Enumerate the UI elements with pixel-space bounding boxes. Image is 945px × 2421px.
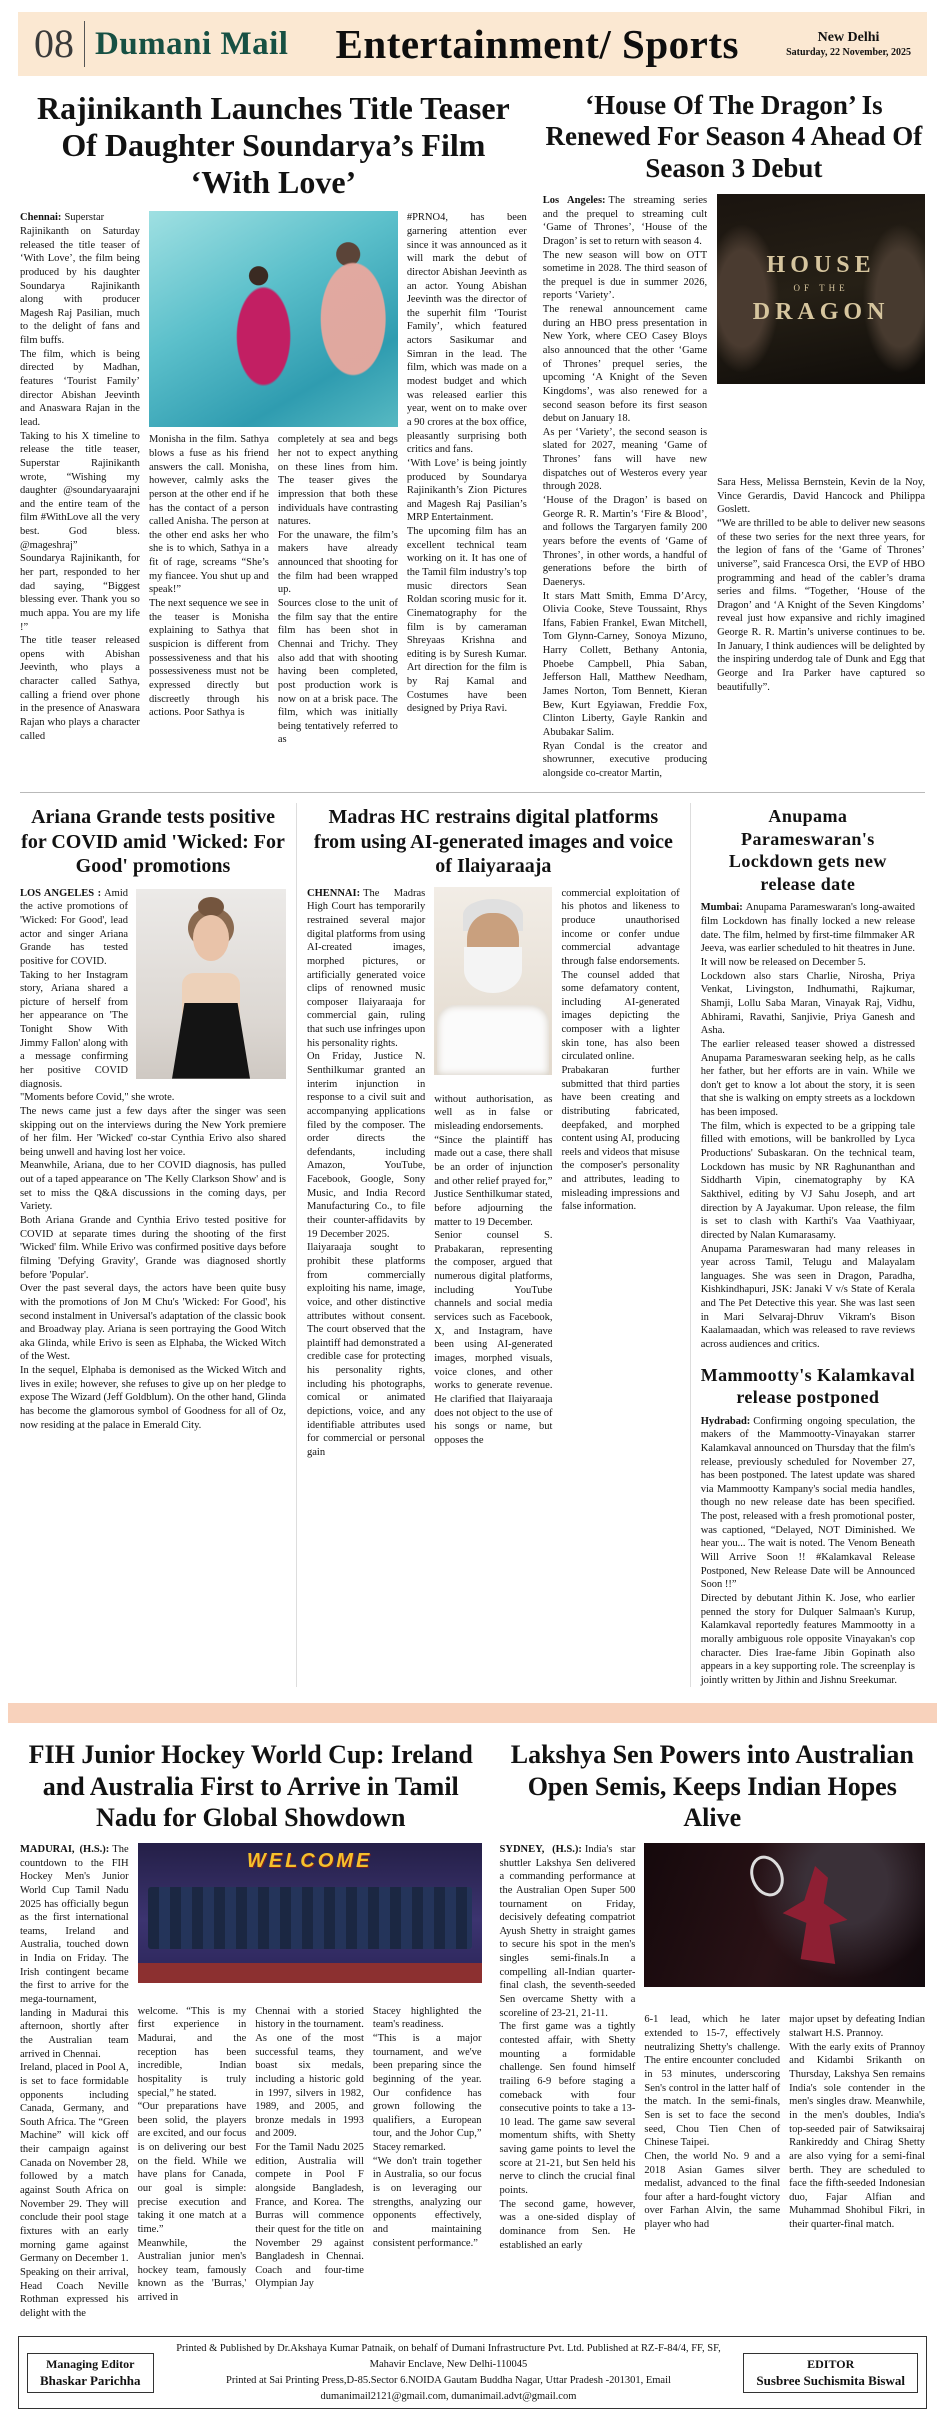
lead-text: The Madras High Court has temporarily restrained several major digital platforms from using AI-created images, morphed pictures, or artificially generated voice clips of renowned music composer Ilaiyaraaja for commercial gain, ruling that such use infringes upon his personality rights. [307, 887, 426, 1049]
madras-column-3: commercial exploitation of his photos and likeness to produce unauthorised income or confer undue commercial advantage through false endorsements. The counsel added that some defamatory content, including AI-generated images depicting the composer with a lighter skin tone, has also been circulated online. Prabakaran further submitted that third parties have been creating and distributing fabricated, deepfaked, and morphed content using AI, producing reels and videos that misuse the composer's personality and attributes, leading to misleading impressions and false information. [561, 887, 680, 1213]
madras-column-2: without authorisation, as well as in false or misleading endorsements. “Since the plaintiff has made out a case, there shall be an order of injunction and other relief prayed for,” Justice Senthilkumar stated, before adjourning the matter to 19 December. Senior counsel S. Prabakaran, representing the composer, argued that numerous digital platforms, including YouTube channels and social media services such as Facebook, X, and Instagram, have been using AI-generated images, morphed visuals, voice clones, and other works to generate revenue. He clarified that Ilaiyaraaja does not object to the use of his songs or name, but opposes the [434, 1093, 553, 1446]
managing-editor-name: Bhaskar Parichha [40, 2373, 141, 2389]
dateline: Chennai: [20, 212, 62, 224]
fih-headline: FIH Junior Hockey World Cup: Ireland and Australia First to Arrive in Tamil Nadu for Global Showdown [28, 1740, 473, 1832]
dateline: LOS ANGELES : [20, 887, 102, 899]
dateline: Mumbai: [700, 902, 743, 914]
dragon-poster-line3: DRAGON [752, 298, 890, 325]
article-house-of-the-dragon [543, 84, 925, 780]
fih-column-1-paras: Ireland, placed in Pool A, is set to face formidable opponents including Canada, Germany, and South Africa. The “Green Machine” will kick off their campaign against Canada on November 28, followed by a match against South Africa on November 29. They will conclude their pool stage fixtures with an early morning game against Germany on December 1. Speaking on their arrival, Head Coach Neville Rothman expressed his delight with the [20, 2062, 129, 2319]
ariana-grande-photo [136, 889, 286, 1079]
mammootty-paras: Directed by debutant Jithin K. Jose, who earlier penned the story for Dulquer Salmaan's Kurup, Kalamkaval reportedly features Mammootty in a morally ambiguous role opposite Vinayakan's cop character. Dies Irae-fame Jibin Gopinath also appears in a key supporting role. The screenplay is jointly written by Jithin and Jishnu Sreekumar. [700, 1592, 915, 1686]
team-group-silhouette [148, 1887, 472, 1949]
figure-white-beard [464, 947, 522, 993]
with-love-column-1-paras: The film, which is being directed by Madhan, features ‘Tourist Family’ director Abishan Jeevinth and Anaswara Rajan in the lead. Taking to his X timeline to release the title teaser, Superstar Rajinikanth wrote, “Wishing my daughter @soundaryaarajni and the entire team of the film #WithLove all the very best. God bless. @mageshraj” Soundarya Rajinikanth, for her part, responded to her dad saying, “Biggest blessing ever. Thank you so much appa. You are my life !” The title teaser released opens with Abishan Jeevinth, who plays a character called Sathya, calling a friend over phone in the presence of Anaswara Rajan who plays a character called [20, 348, 140, 742]
imprint-footer [18, 2336, 927, 2409]
imprint-line-1: Printed & Published by Dr.Akshaya Kumar Patnaik, on behalf of Dumani Infrastructure Pvt. Ltd. Published at RZ-F-84/4, FF, SF, Mahavir Enclave, New Delhi-110045 [176, 2343, 721, 2371]
with-love-column-3: completely at sea and begs her not to expect anything on these lines from him. The teaser gives the impression that both these individuals have contrasting natures. For the unaware, the film’s makers have already announced that shooting for the film had been wrapped up. Sources close to the unit of the film say that the entire film has been shot in Chennai and Trichy. They also add that with shooting having been completed, post production work is now on at a brisk pace. The film, which was initially being tentatively referred to as [277, 434, 398, 746]
lead-text: The streaming series and the prequel to streaming cult ‘Game of Thrones’, ‘House of the Dragon’ is set to return with season 4. [542, 194, 708, 247]
hockey-team-photo [138, 1843, 482, 1983]
edition-city: New Delhi [817, 30, 880, 45]
paper-name: Dumani Mail [95, 25, 289, 62]
dateline: SYDNEY, (H.S.): [499, 1844, 582, 1855]
with-love-headline: Rajinikanth Launches Title Teaser Of Daughter Soundarya’s Film ‘With Love’ [37, 90, 510, 201]
article-fih-junior-hockey [20, 1737, 482, 2320]
article-lakshya-sen [500, 1737, 925, 2320]
fih-column-4: Stacey highlighted the team's readiness. “This is a major tournament, and we've been preparing since the beginning of the year. Our confidence has grown following the qualifiers, a European tour, and the Johor Cup,” Stacey remarked. “We don't train together in Australia, so our focus is on leveraging our strengths, analyzing our opponents effectively, and maintaining consistent performance.” [372, 2005, 482, 2249]
anupama-headline: Anupama Parameswaran's Lockdown gets new release date [728, 806, 887, 894]
madras-headline: Madras HC restrains digital platforms from using AI-generated images and voice of Ilaiyaraaja [313, 806, 673, 878]
article-with-love [20, 84, 527, 780]
lead-text: The countdown to the FIH Hockey Men's Junior World Cup Tamil Nadu 2025 has officially begun as the first international teams, Ireland and Australia, touched down in India on Friday. The Irish contingent became the first to arrive for the mega-tournament, landing in Madurai this afternoon, shortly after the Australian team arrived in Chennai. [20, 1844, 129, 2060]
dragon-poster-line2: OF THE [793, 283, 849, 294]
figure-black-dress [172, 1003, 250, 1079]
figure-white-shirt [437, 1005, 549, 1075]
lead-text: Anupama Parameswaran's long-awaited film Lockdown has finally locked a new release date. The film, helmed by first-time filmmaker AR Jeeva, was earlier scheduled to hit theatres in June. It will now be released on December 5. [700, 902, 915, 969]
lakshya-column-1-paras: The first game was a tightly contested affair, with Shetty mounting a formidable challenge. Sen found himself trailing 6-9 before staging a comeback with four consecutive points to take a 13-10 lead. The game saw several momentum shifts, with Shetty saving game points to level the score at 21-21, but Sen held his nerve to clinch the crucial final points. The second game, however, was a one-sided display of dominance from Sen. He established an early [499, 2021, 636, 2251]
ariana-body [20, 887, 286, 1433]
section-divider [20, 792, 925, 793]
bottom-section [20, 1737, 925, 2320]
ilaiyaraaja-photo [434, 887, 552, 1075]
dragon-headline: ‘House Of The Dragon’ Is Renewed For Season 4 Ahead Of Season 3 Debut [545, 90, 923, 183]
lead-text: Superstar Rajinikanth on Saturday released the title teaser of ‘With Love’, the film being produced by his daughter Soundarya Rajinikanth along with producer Magesh Raj Pasilian, much to the delight of fans and film buffs. [20, 212, 140, 347]
with-love-column-4: #PRNO4, has been garnering attention ever since it was announced as it will mark the debut of director Abishan Jeevinth as an actor. Young Abishan Jeevinth was the director of the superhit film ‘Tourist Family’, which featured actors Sasikumar and Simran in the lead. The film, which was made on a modest budget and which was released earlier this year, went on to make over a 90 crores at the box office, pleasantly surprising both critics and fans. ‘With Love’ is being jointly produced by Soundarya Rajinikanth’s Zion Pictures and Magesh Raj Pasilian’s MRP Entertainment. The upcoming film has an excellent technical team working on it. It has one of the Tamil film industry’s top music directors Sean Roldan scoring music for it. Cinematography for the film is by cameraman Shreyaas Krishna and editing is by Suresh Kumar. Art direction for the film is by Raj Kamal and Costumes have been designed by Priya Ravi. [406, 212, 527, 715]
photo-floor [138, 1963, 482, 1983]
with-love-column-1 [20, 211, 140, 747]
top-section [20, 84, 925, 780]
dateline: Los Angeles: [542, 194, 606, 206]
edition-date: Saturday, 22 November, 2025 [786, 46, 911, 58]
section-title: Entertainment/ Sports [335, 21, 739, 67]
salmon-separator-band [8, 1703, 937, 1723]
dragon-column-left [543, 194, 707, 781]
lakshya-column-3: major upset by defeating Indian stalwart H.S. Prannoy. With the early exits of Prannoy and Kidambi Srikanth on Thursday, Lakshya Sen remains India's sole contender in the men's singles draw. Meanwhile, in the men's doubles, India's top-seeded pair of Satwiksairaj Rankireddy and Chirag Shetty are also vying for a semi-final berth. They are scheduled to face the fifth-seeded Indonesian duo, Fajar Alfian and Muhammad Shohibul Fikri, in their quarter-final match. [789, 2014, 925, 2231]
managing-editor-label: Managing Editor [46, 2357, 135, 2372]
editor-box [743, 2353, 918, 2393]
lead-text: Amid the active promotions of 'Wicked: For Good', lead actor and singer Ariana Grande has tested positive for COVID. [20, 887, 129, 967]
imprint-line-2: Printed at Sai Printing Press,D-85.Sector 6.NOIDA Gautam Buddha Nagar, Uttar Pradesh -201301, Email dumanimail2121@gmail.com, dumanimail.advt@gmail.com [226, 2374, 671, 2402]
mammootty-body [701, 1415, 915, 1688]
editor-label: EDITOR [807, 2357, 855, 2372]
anupama-paras: Lockdown also stars Charlie, Nirosha, Priya Venkat, Livingston, Indhumathi, Rajkumar, Shamji, Lollu Saba Maran, Vinayak Raj, Vidhu, Abhirami, Ravathi, Sanjivie, Priya Ganesh and Asha. The earlier released teaser showed a distressed Anupama Parameswaran seeking help, as he calls her father, but her efforts are in vain. While we don't get to know a lot about the story, it is seen that she is walking on empty streets as a lockdown has been imposed. The film, which is expected to be a gripping tale filled with emotions, will be bankrolled by Lyca Productions' Subaskaran. On the technical team, Lockdown has music by NR Raghunanthan and Siddharth Vipin, cinematography by KA Sakthivel, editing by VJ Sahu Joseph, and art direction by A Jayakumar. Upon release, the film is set to clash with Karthi's Vaa Vaathiyaar, directed by Nalan Kumarasamy. Anupama Parameswaran had many releases in year across Tamil, Telugu and Malayalam languages. She was seen in Dragon, Paradha, Kishkindhapuri, JSK: Janaki V v/s State of Kerala and The Pet Detective this year. She was last seen in Mari Selvaraj-Dhruv Vikram's Bison Kaalamaadan, which was released to rave reviews across audiences and critics. [700, 970, 915, 1350]
masthead-divider [84, 21, 85, 67]
lakshya-column-1 [500, 1843, 636, 2252]
imprint-text [166, 2341, 732, 2404]
madras-column-1 [307, 887, 425, 1460]
article-madras-hc [296, 803, 690, 1687]
managing-editor-box [27, 2353, 154, 2393]
figure-head [193, 915, 229, 961]
figure-hair-bun [198, 897, 224, 917]
dragon-poster-title [717, 250, 925, 328]
with-love-teaser-photo [149, 211, 398, 427]
page-number: 08 [34, 21, 74, 66]
lakshya-headline: Lakshya Sen Powers into Australian Open Semis, Keeps Indian Hopes Alive [510, 1740, 914, 1832]
dateline: CHENNAI: [307, 887, 361, 899]
anupama-body [701, 901, 915, 1351]
ariana-headline: Ariana Grande tests positive for COVID amid 'Wicked: For Good' promotions [21, 806, 285, 878]
with-love-column-2: Monisha in the film. Sathya blows a fuse as his friend answers the call. Monisha, however, calmly asks the person at the other end if he has the contact of a person called Anisha. The person at the other end asks her who she is to which, Sathya in a fit of rage, screams “She’s my fiancee. You shut up and speak!” The next sequence we see in the teaser is Monisha explaining to Sathya that suspicion is different from possessiveness and that his possessiveness must not be expressed directly but discreetly through his actions. Poor Sathya is [148, 434, 269, 719]
lead-text: Confirming ongoing speculation, the makers of the Mammootty-Vinayakan starrer Kalamkaval announced on Thursday that the film's release, previously scheduled for November 27, has been postponed. The latest update was shared via Mammootty Kampany's social media handles, though no new release date has been specified. The post, released with a fresh promotional poster, was captioned, “Delayed, NOT Diminished. We hear you... The wait is noted. The Venom Beneath Will Arrive Soon !! #Kalamkaval Release Postponed, New Release Date will be Announced Soon !!” [700, 1415, 915, 1591]
ariana-paras: Taking to her Instagram story, Ariana shared a picture of herself from her appearance on 'The Tonight Show With Jimmy Fallon' along with a message confirming her positive COVID diagnosis. "Moments before Covid," she wrote. The news came just a few days after the singer was seen skipping out on the interviews during the New York premiere of her film. Her 'Wicked' co-star Cynthia Erivo also shared being unwell and having lost her voice. Meanwhile, Ariana, due to her COVID diagnosis, has pulled out of a taped appearance on 'The Kelly Clarkson Show' and is set to miss the Q&A discussions in the coming days, per Variety. Both Ariana Grande and Cynthia Erivo tested positive for COVID at separate times during the shooting of the first 'Wicked' film. While Erivo was confirmed positive days before filming 'Defying Gravity', Grande was diagnosed shortly before 'Popular'. Over the past several days, the actors have been quite busy with the promotions of Jon M Chu's 'Wicked: For Good', his second instalment in Universal's adaptation of the classic book and Broadway play. Ariana is seen portraying the Good Witch aka Glinda, while Erivo is seen as Elphaba, the Wicked Witch of the West. In the sequel, Elphaba is demonised as the Wicked Witch and lives in exile; however, she refuses to give up on her pledge to expose The Wizard (Jeff Goldblum). On the other hand, Glinda has become the glamorous symbol of Goodness for all of Oz, now residing at the palace in Emerald City. [20, 969, 287, 1431]
right-column-stack [690, 803, 925, 1687]
middle-section [20, 803, 925, 1687]
article-mammootty-kalamkaval [701, 1364, 915, 1688]
fih-column-1 [20, 1843, 129, 2320]
welcome-banner-text: WELCOME [246, 1850, 373, 1872]
lakshya-column-2: 6-1 lead, which he later extended to 15-7, effectively neutralizing Shetty's challenge. The entire encounter concluded in 53 minutes, underscoring Sen's control in the latter half of the match. In the semi-finals, Sen is set to face the second seed, Chou Tien Chen of Chinese Taipei. Chen, the world No. 9 and a 2018 Asian Games silver medalist, advanced to the final four after a hard-fought victory over Farhan Alvin, the same player who had [644, 2014, 781, 2231]
dateline: MADURAI, (H.S.): [20, 1844, 110, 1855]
article-ariana-grande [20, 803, 296, 1687]
racquet-shape [744, 1850, 789, 1901]
fih-column-3: Chennai with a storied history in the tournament. As one of the most successful teams, they boast six medals, including a historic gold in 1997, silvers in 1982, 1989, and 2005, and bronze medals in 1993 and 2009. For the Tamil Nadu 2025 edition, Australia will compete in Pool F alongside Bangladesh, France, and Korea. The Burras will commence their quest for the title on November 29 against Bangladesh in Chennai. Coach and four-time Olympian Jay [255, 2005, 364, 2290]
lead-text: India's star shuttler Lakshya Sen delivered a commanding performance at the Australian Open Super 500 tournament on Friday, decisively defeating compatriot Ayush Shetty in straight games to secure his spot in the men's singles semi-finals.In a compelling all-Indian quarter-final clash, the seventh-seeded Sen overcame Shetty with a scoreline of 23-21, 21-11. [499, 1844, 636, 2019]
badminton-action-photo [644, 1843, 925, 1987]
dragon-poster-line1: HOUSE [766, 251, 876, 278]
article-anupama-lockdown [701, 805, 915, 1351]
editor-name: Susbree Suchismita Biswal [756, 2373, 905, 2389]
dateline: Hydrabad: [700, 1415, 751, 1427]
dragon-column-left-paras: The new season will bow on OTT sometime in 2028. The third season of the prequel is due in summer 2026, reports ‘Variety’. The renewal announcement came during an HBO press presentation in New York, where CEO Casey Bloys also announced that the other ‘Game of Thrones’ prequel series, the upcoming ‘A Knight of the Seven Kingdoms’, was also renewed for a second season before its first season debut on January 18. As per ‘Variety’, the second season is slated for 2027, meaning ‘Game of Thrones’ fans will have new dispatches out of Westeros every year through 2028. ‘House of the Dragon’ is based on George R. R. Martin’s ‘Fire & Blood’, and follows the Targaryen family 200 years before the events of ‘Game of Thrones’, in other words, a handful of generations before the birth of Daenerys. It stars Matt Smith, Emma D’Arcy, Olivia Cooke, Steve Toussaint, Rhys Ifans, Fabien Frankel, Ewan Mitchell, Tom Glynn-Carney, Sonoya Mizuno, Harry Collett, Bethany Antonia, Phoebe Campbell, Phia Saban, Jefferson Hall, Matthew Needham, James Norton, Tom Bennett, Kieran Bew, Kurt Egyiawan, Freddie Fox, Clinton Liberty, Gayle Rankin and Abubakar Salim. Ryan Condal is the creator and showrunner, executive producing alongside co-creator Martin, [542, 249, 708, 779]
mammootty-headline: Mammootty's Kalamkaval release postponed [700, 1364, 915, 1408]
madras-column-1-paras: On Friday, Justice N. Senthilkumar granted an interim injunction in response to a civil suit and accompanying applications filed by the composer. The order directs the defendants, including Amazon, YouTube, Facebook, Google, Sony Music, and India Record Manufacturing Co., to file their counter-affidavits by 19 December 2025. Ilaiyaraaja sought to prohibit these platforms from commercially exploiting his name, image, voice, and other distinctive attributes without consent. The court observed that the plaintiff had demonstrated a credible case for protecting his personality rights, including his photographs, comical or animated depictions, voice, and any identifiable attributes used for commercial or personal gain [307, 1051, 426, 1458]
dragon-column-right: Sara Hess, Melissa Bernstein, Kevin de la Noy, Vince Gerardis, David Hancock and Philippa Goslett. “We are thrilled to be able to deliver new seasons of these two series for the next three years, for the legion of fans of the ‘Game of Thrones’ universe”, said Francesca Orsi, the EVP of HBO programming and head of the cabler’s drama series and films. “Together, ‘House of the Dragon’ and ‘A Knight of the Seven Kingdoms’ reveal just how expansive and richly imagined George R. R. Martin’s universe continues to be. In January, I think audiences will be delighted by the inspiring underdog tale of Dunk and Egg that George and Ira Parker have captured so beautifully”. [717, 477, 925, 693]
fih-column-2: welcome. “This is my first experience in Madurai, and the reception has been incredible, Indian hospitality is truly special,” he stated. “Our preparations have been solid, the players are excited, and our focus is on delivering our best on the field. While we have plans for Canada, our goal is simple: precise execution and taking it one match at a time.” Meanwhile, the Australian junior men's hockey team, famously known as the 'Burras,' arrived in [137, 2005, 247, 2304]
house-of-the-dragon-poster [717, 194, 925, 384]
edition-info [786, 29, 911, 59]
masthead-band [18, 12, 927, 76]
player-silhouette [779, 1866, 851, 1964]
